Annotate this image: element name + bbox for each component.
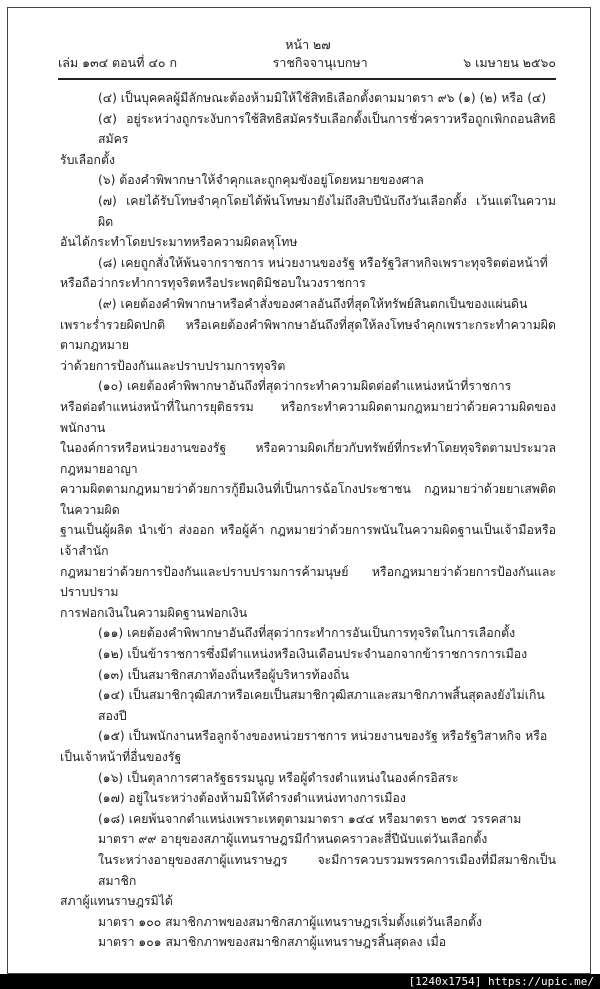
text-line: ว่าด้วยการป้องกันและปราบปรามการทุจริต (60, 358, 286, 373)
text-line: (๑๖) เป็นตุลาการศาลรัฐธรรมนูญ หรือผู้ดำรงตำแหน่งในองค์กรอิสระ (98, 770, 459, 785)
text-line: หรือต่อตำแหน่งหน้าที่ในการยุติธรรม หรือกระทำความผิดตามกฎหมายว่าด้วยความผิดของพนักงาน (60, 399, 556, 435)
volume-issue: เล่ม ๑๓๔ ตอนที่ ๔๐ ก (58, 55, 178, 70)
header-rule (58, 78, 556, 80)
text-line: ความผิดตามกฎหมายว่าด้วยการกู้ยืมเงินที่เป็นการฉ้อโกงประชาชน กฎหมายว่าด้วยยาเสพติดในความผิด (60, 482, 556, 517)
text-line: (๑๓) เป็นสมาชิกสภาท้องถิ่นหรือผู้บริหารท้องถิ่น (98, 667, 349, 682)
image-caption-bar (0, 974, 600, 989)
image-caption: [1240x1754] https://upic.me/ (408, 974, 594, 988)
text-line: (๑๒) เป็นข้าราชการซึ่งมีตำแหน่งหรือเงินเดือนประจำนอกจากข้าราชการการเมือง (98, 647, 528, 662)
text-line: อันได้กระทำโดยประมาทหรือความผิดลหุโทษ (60, 235, 298, 250)
text-line: (๑๗) อยู่ในระหว่างต้องห้ามมิให้ดำรงตำแหน่งทางการเมือง (98, 791, 406, 806)
text-line: (๗) เคยได้รับโทษจำคุกโดยได้พ้นโทษมายังไม่ถึงสิบปีนับถึงวันเลือกตั้ง เว้นแต่ในความผิด (98, 193, 556, 229)
text-line: เพราะร่ำรวยผิดปกติ หรือเคยต้องคำพิพากษาอันถึงที่สุดให้ลงโทษจำคุกเพราะกระทำความผิดตามกฎหมาย (60, 317, 556, 353)
text-line: (๑๘) เคยพ้นจากตำแหน่งเพราะเหตุตามมาตรา ๑๔๔ หรือมาตรา ๒๓๕ วรรคสาม (98, 811, 522, 826)
text-line: หรือถือว่ากระทำการทุจริตหรือประพฤติมิชอบในวงราชการ (60, 276, 366, 291)
page-border (7, 7, 591, 974)
text-line: (๙) เคยต้องคำพิพากษาหรือคำสั่งของศาลอันถึงที่สุดให้ทรัพย์สินตกเป็นของแผ่นดิน (98, 296, 528, 311)
text-line: สภาผู้แทนราษฎรมิได้ (60, 894, 173, 909)
text-line: (๔) เป็นบุคคลผู้มีลักษณะต้องห้ามมิให้ใช้สิทธิเลือกตั้งตามมาตรา ๙๖ (๑) (๒) หรือ (๔) (98, 91, 547, 105)
text-line: ในองค์การหรือหน่วยงานของรัฐ หรือความผิดเกี่ยวกับทรัพย์ที่กระทำโดยทุจริตตามประมวลกฎหมายอาญา (60, 441, 556, 476)
document-body (60, 88, 556, 953)
page-number: หน้า ๒๗ (285, 37, 331, 52)
text-line: มาตรา ๙๙ อายุของสภาผู้แทนราษฎรมีกำหนดคราวละสี่ปีนับแต่วันเลือกตั้ง (98, 832, 488, 847)
text-line: กฎหมายว่าด้วยการป้องกันและปราบปรามการค้ามนุษย์ หรือกฎหมายว่าด้วยการป้องกันและปราบปราม (60, 564, 556, 600)
gazette-header (58, 54, 556, 72)
text-line: มาตรา ๑๐๐ สมาชิกภาพของสมาชิกสภาผู้แทนราษฎรเริ่มตั้งแต่วันเลือกตั้ง (98, 914, 482, 929)
publication-title: ราชกิจจานุเบกษา (272, 55, 368, 70)
text-line: (๑๐) เคยต้องคำพิพากษาอันถึงที่สุดว่ากระทำความผิดต่อตำแหน่งหน้าที่ราชการ (98, 379, 512, 394)
text-line: (๑๑) เคยต้องคำพิพากษาอันถึงที่สุดว่ากระทำการอันเป็นการทุจริตในการเลือกตั้ง (98, 626, 516, 641)
publication-date: ๖ เมษายน ๒๕๖๐ (463, 55, 556, 70)
text-line: การฟอกเงินในความผิดฐานฟอกเงิน (60, 605, 248, 620)
text-line: มาตรา ๑๐๑ สมาชิกภาพของสมาชิกสภาผู้แทนราษฎรสิ้นสุดลง เมื่อ (98, 935, 447, 950)
text-line: เป็นเจ้าหน้าที่อื่นของรัฐ (60, 750, 182, 764)
text-line: (๑๕) เป็นพนักงานหรือลูกจ้างของหน่วยราชการ หน่วยงานของรัฐ หรือรัฐวิสาหกิจ หรือ (98, 729, 548, 744)
text-line: (๕) อยู่ระหว่างถูกระงับการใช้สิทธิสมัครรับเลือกตั้งเป็นการชั่วคราวหรือถูกเพิกถอนสิทธิสมัคร (98, 111, 556, 147)
text-line: ฐานเป็นผู้ผลิต นำเข้า ส่งออก หรือผู้ค้า กฎหมายว่าด้วยการพนันในความผิดฐานเป็นเจ้ามือหรือเจ้าสำนัก (60, 523, 556, 559)
text-line: (๑๔) เป็นสมาชิกวุฒิสภาหรือเคยเป็นสมาชิกวุฒิสภาและสมาชิกภาพสิ้นสุดลงยังไม่เกินสองปี (98, 688, 545, 723)
text-line: ในระหว่างอายุของสภาผู้แทนราษฎร จะมีการควบรวมพรรคการเมืองที่มีสมาชิกเป็นสมาชิก (98, 852, 556, 888)
text-line: รับเลือกตั้ง (60, 152, 115, 167)
text-line: (๘) เคยถูกสั่งให้พ้นจากราชการ หน่วยงานของรัฐ หรือรัฐวิสาหกิจเพราะทุจริตต่อหน้าที่ (98, 255, 548, 270)
text-line: (๖) ต้องคำพิพากษาให้จำคุกและถูกคุมขังอยู่โดยหมายของศาล (98, 173, 424, 188)
